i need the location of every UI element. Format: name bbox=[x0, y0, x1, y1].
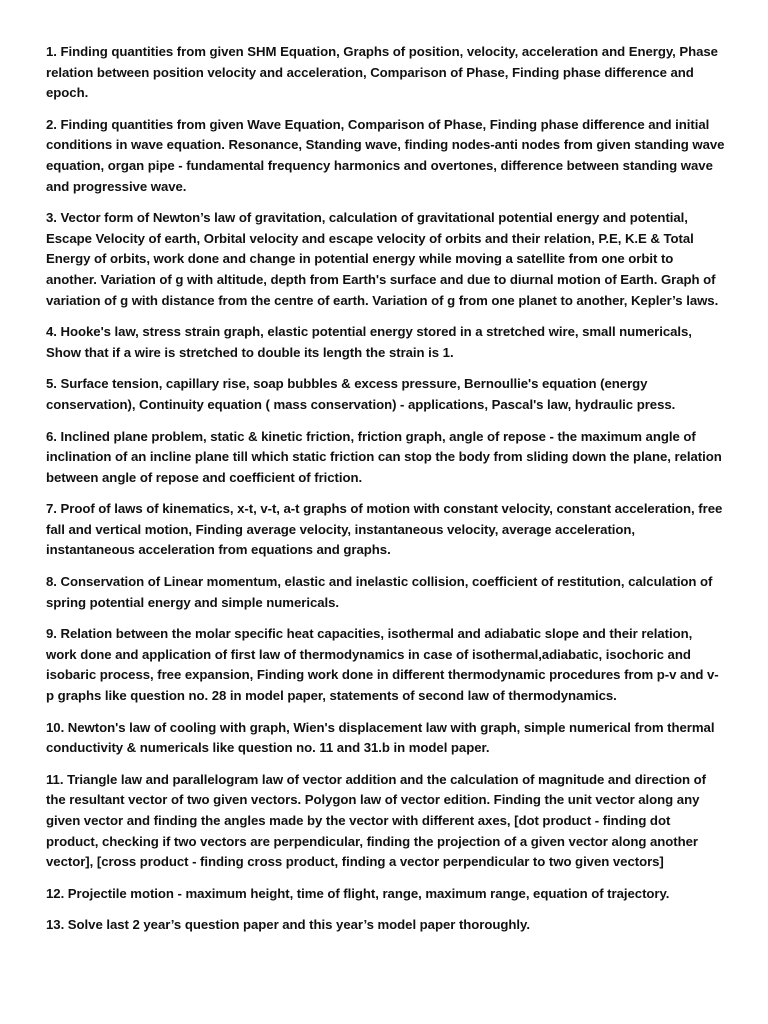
topic-item-9: 9. Relation between the molar specific heat capacities, isothermal and adiabatic slope and their relation, work done and application of first law of thermodynamics in case of isothermal,adiabatic, isochoric and isobaric process, free expansion, Finding work done in different thermodynamic procedures from p-v and v-p graphs like question no. 28 in model paper, statements of second law of thermodynamics. bbox=[46, 626, 719, 704]
topic-item-2: 2. Finding quantities from given Wave Equation, Comparison of Phase, Finding phase difference and initial conditions in wave equation. Resonance, Standing wave, finding nodes-anti nodes from given standing wave equation, organ pipe - fundamental frequency harmonics and overtones, difference between standing wave and progressive wave. bbox=[46, 116, 725, 194]
document-page bbox=[46, 42, 726, 947]
topic-item-5: 5. Surface tension, capillary rise, soap bubbles & excess pressure, Bernoullie's equation (energy conservation), Continuity equation ( mass conservation) - applications, Pascal's law, hydraulic press. bbox=[46, 376, 676, 412]
topic-item-12: 12. Projectile motion - maximum height, time of flight, range, maximum range, equation of trajectory. bbox=[46, 885, 670, 901]
topic-item-4: 4. Hooke's law, stress strain graph, elastic potential energy stored in a stretched wire, small numericals, Show that if a wire is stretched to double its length the strain is 1. bbox=[46, 324, 692, 360]
topic-item-8: 8. Conservation of Linear momentum, elastic and inelastic collision, coefficient of restitution, calculation of spring potential energy and simple numericals. bbox=[46, 574, 713, 610]
topic-item-1: 1. Finding quantities from given SHM Equation, Graphs of position, velocity, acceleration and Energy, Phase relation between position velocity and acceleration, Comparison of Phase, Finding phase difference and epoch. bbox=[46, 44, 718, 101]
topic-item-7: 7. Proof of laws of kinematics, x-t, v-t, a-t graphs of motion with constant velocity, constant acceleration, free fall and vertical motion, Finding average velocity, instantaneous velocity, average acceleration, instantaneous acceleration from equations and graphs. bbox=[46, 501, 723, 558]
topic-item-3: 3. Vector form of Newton’s law of gravitation, calculation of gravitational potential energy and potential, Escape Velocity of earth, Orbital velocity and escape velocity of orbits and their relation, P.E, K.E & Total Energy of orbits, work done and change in potential energy while moving a satellite from one orbit to another. Variation of g with altitude, depth from Earth's surface and due to diurnal motion of Earth. Graph of variation of g with distance from the centre of earth. Variation of g from one planet to another, Kepler’s laws. bbox=[46, 210, 719, 308]
topic-item-10: 10. Newton's law of cooling with graph, Wien's displacement law with graph, simple numerical from thermal conductivity & numericals like question no. 11 and 31.b in model paper. bbox=[46, 719, 715, 756]
topic-item-11: 11. Triangle law and parallelogram law of vector addition and the calculation of magnitude and direction of the resultant vector of two given vectors. Polygon law of vector edition. Finding the unit vector along any given vector and finding the angles made by the vector with different axes, [dot product - finding dot product, checking if two vectors are perpendicular, finding the projection of a given vector along another vector], [cross product - finding cross product, finding a vector perpendicular to two given vectors] bbox=[46, 771, 707, 870]
topic-item-6: 6. Inclined plane problem, static & kinetic friction, friction graph, angle of repose - the maximum angle of inclination of an incline plane till which static friction can stop the body from sliding down the plane, relation between angle of repose and coefficient of friction. bbox=[46, 428, 722, 485]
topic-item-13: 13. Solve last 2 year’s question paper and this year’s model paper thoroughly. bbox=[46, 917, 530, 933]
